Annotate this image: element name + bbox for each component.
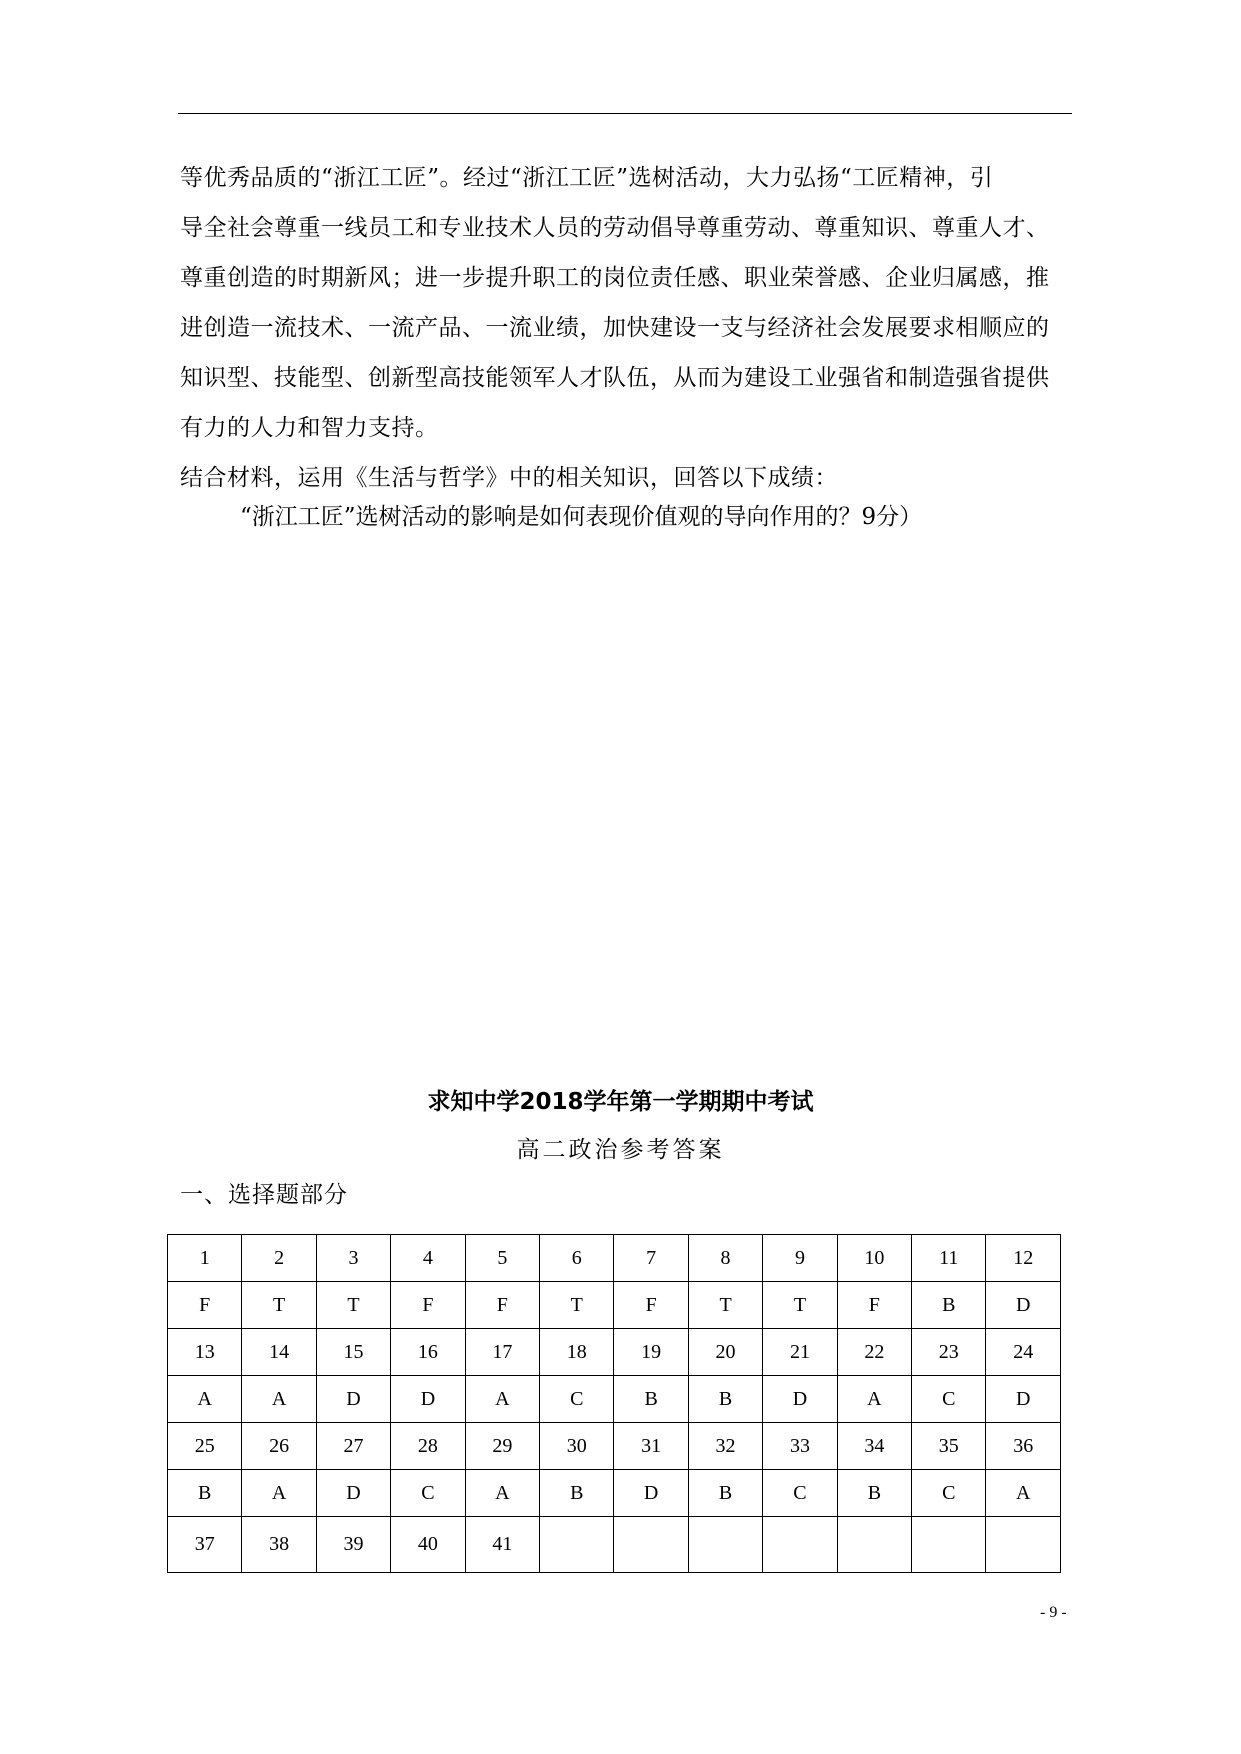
answer-cell: T xyxy=(763,1282,837,1329)
question-number-cell: 26 xyxy=(242,1423,316,1470)
answer-cell: B xyxy=(614,1376,688,1423)
question-number-cell xyxy=(540,1517,614,1573)
answer-cell: C xyxy=(540,1376,614,1423)
question-number-cell: 40 xyxy=(391,1517,465,1573)
question-number-cell: 13 xyxy=(168,1329,242,1376)
answer-cell: F xyxy=(391,1282,465,1329)
answer-cell: F xyxy=(614,1282,688,1329)
question-number-cell: 21 xyxy=(763,1329,837,1376)
question-number-cell: 25 xyxy=(168,1423,242,1470)
answer-table xyxy=(167,1234,1061,1573)
question-number-cell: 34 xyxy=(837,1423,911,1470)
page-number: - 9 - xyxy=(1040,1604,1067,1621)
question-number-cell: 36 xyxy=(986,1423,1061,1470)
answer-cell: T xyxy=(540,1282,614,1329)
answer-cell: B xyxy=(540,1470,614,1517)
question-number-cell: 15 xyxy=(316,1329,390,1376)
question-number-cell xyxy=(986,1517,1061,1573)
answer-cell: D xyxy=(316,1470,390,1517)
answer-cell: F xyxy=(168,1282,242,1329)
answer-cell: D xyxy=(316,1376,390,1423)
question-number-cell: 2 xyxy=(242,1235,316,1282)
question-number-cell xyxy=(614,1517,688,1573)
question-number-cell: 24 xyxy=(986,1329,1061,1376)
question-number-cell: 33 xyxy=(763,1423,837,1470)
answer-cell: B xyxy=(168,1470,242,1517)
question-number-cell xyxy=(837,1517,911,1573)
answer-cell: A xyxy=(168,1376,242,1423)
answer-cell: A xyxy=(837,1376,911,1423)
answer-cell: F xyxy=(837,1282,911,1329)
question-number-cell: 3 xyxy=(316,1235,390,1282)
question-number-cell: 11 xyxy=(912,1235,986,1282)
question-number-cell: 14 xyxy=(242,1329,316,1376)
question-number-cell: 28 xyxy=(391,1423,465,1470)
question-number-row xyxy=(168,1235,1061,1282)
answer-cell: D xyxy=(986,1282,1061,1329)
question-number-cell: 9 xyxy=(763,1235,837,1282)
question-number-cell xyxy=(688,1517,762,1573)
question-number-cell: 16 xyxy=(391,1329,465,1376)
answer-cell: T xyxy=(688,1282,762,1329)
question-number-cell: 31 xyxy=(614,1423,688,1470)
paragraph-line: 尊重创造的时期新风；进一步提升职工的岗位责任感、职业荣誉感、企业归属感，推 xyxy=(180,265,1050,291)
answer-cell: A xyxy=(986,1470,1061,1517)
answer-key-subtitle: 高二政治参考答案 xyxy=(516,1137,725,1163)
paragraph-line: 有力的人力和智力支持。 xyxy=(180,415,439,441)
question-number-cell xyxy=(912,1517,986,1573)
answer-key-title: 求知中学2018学年第一学期期中考试 xyxy=(427,1089,814,1115)
answer-cell: T xyxy=(242,1282,316,1329)
question-number-cell: 27 xyxy=(316,1423,390,1470)
question-number-cell: 8 xyxy=(688,1235,762,1282)
paragraph-line: 进创造一流技术、一流产品、一流业绩，加快建设一支与经济社会发展要求相顺应的 xyxy=(180,315,1050,341)
question-number-cell: 41 xyxy=(465,1517,539,1573)
question-number-cell: 30 xyxy=(540,1423,614,1470)
instruction-line: 结合材料，运用《生活与哲学》中的相关知识，回答以下成绩： xyxy=(180,465,838,491)
answer-cell: F xyxy=(465,1282,539,1329)
answer-cell: D xyxy=(391,1376,465,1423)
question-number-cell: 37 xyxy=(168,1517,242,1573)
answer-cell: D xyxy=(763,1376,837,1423)
question-number-cell: 32 xyxy=(688,1423,762,1470)
answer-cell: C xyxy=(391,1470,465,1517)
answer-cell: A xyxy=(242,1376,316,1423)
question-number-cell: 5 xyxy=(465,1235,539,1282)
question-number-row xyxy=(168,1423,1061,1470)
answer-cell: B xyxy=(837,1470,911,1517)
answer-row xyxy=(168,1282,1061,1329)
question-number-cell: 29 xyxy=(465,1423,539,1470)
question-number-cell: 7 xyxy=(614,1235,688,1282)
question-number-cell: 1 xyxy=(168,1235,242,1282)
answer-cell: A xyxy=(465,1470,539,1517)
question-number-cell xyxy=(763,1517,837,1573)
question-number-row xyxy=(168,1517,1061,1573)
answer-cell: B xyxy=(912,1282,986,1329)
header-rule xyxy=(178,113,1072,114)
answer-row xyxy=(168,1376,1061,1423)
question-text: “浙江工匠”选树活动的影响是如何表现价值观的导向作用的？9分） xyxy=(240,504,923,530)
answer-cell: A xyxy=(242,1470,316,1517)
question-number-cell: 20 xyxy=(688,1329,762,1376)
answer-cell: D xyxy=(614,1470,688,1517)
answer-cell: B xyxy=(688,1376,762,1423)
question-number-cell: 4 xyxy=(391,1235,465,1282)
question-number-cell: 39 xyxy=(316,1517,390,1573)
question-number-cell: 38 xyxy=(242,1517,316,1573)
question-number-cell: 19 xyxy=(614,1329,688,1376)
question-number-cell: 6 xyxy=(540,1235,614,1282)
answer-cell: B xyxy=(688,1470,762,1517)
answer-cell: C xyxy=(912,1376,986,1423)
question-number-cell: 17 xyxy=(465,1329,539,1376)
answer-cell: D xyxy=(986,1376,1061,1423)
question-number-cell: 22 xyxy=(837,1329,911,1376)
paragraph-line: 知识型、技能型、创新型高技能领军人才队伍，从而为建设工业强省和制造强省提供 xyxy=(180,365,1050,391)
question-number-cell: 35 xyxy=(912,1423,986,1470)
answer-cell: C xyxy=(763,1470,837,1517)
section-label: 一、选择题部分 xyxy=(180,1182,348,1208)
question-number-row xyxy=(168,1329,1061,1376)
question-number-cell: 23 xyxy=(912,1329,986,1376)
question-number-cell: 12 xyxy=(986,1235,1061,1282)
paragraph-line: 等优秀品质的“浙江工匠”。经过“浙江工匠”选树活动，大力弘扬“工匠精神，引 xyxy=(180,165,994,191)
question-number-cell: 18 xyxy=(540,1329,614,1376)
answer-cell: T xyxy=(316,1282,390,1329)
paragraph-line: 导全社会尊重一线员工和专业技术人员的劳动倡导尊重劳动、尊重知识、尊重人才、 xyxy=(180,215,1050,241)
question-number-cell: 10 xyxy=(837,1235,911,1282)
answer-cell: C xyxy=(912,1470,986,1517)
answer-cell: A xyxy=(465,1376,539,1423)
answer-row xyxy=(168,1470,1061,1517)
material-paragraph xyxy=(180,153,1095,503)
